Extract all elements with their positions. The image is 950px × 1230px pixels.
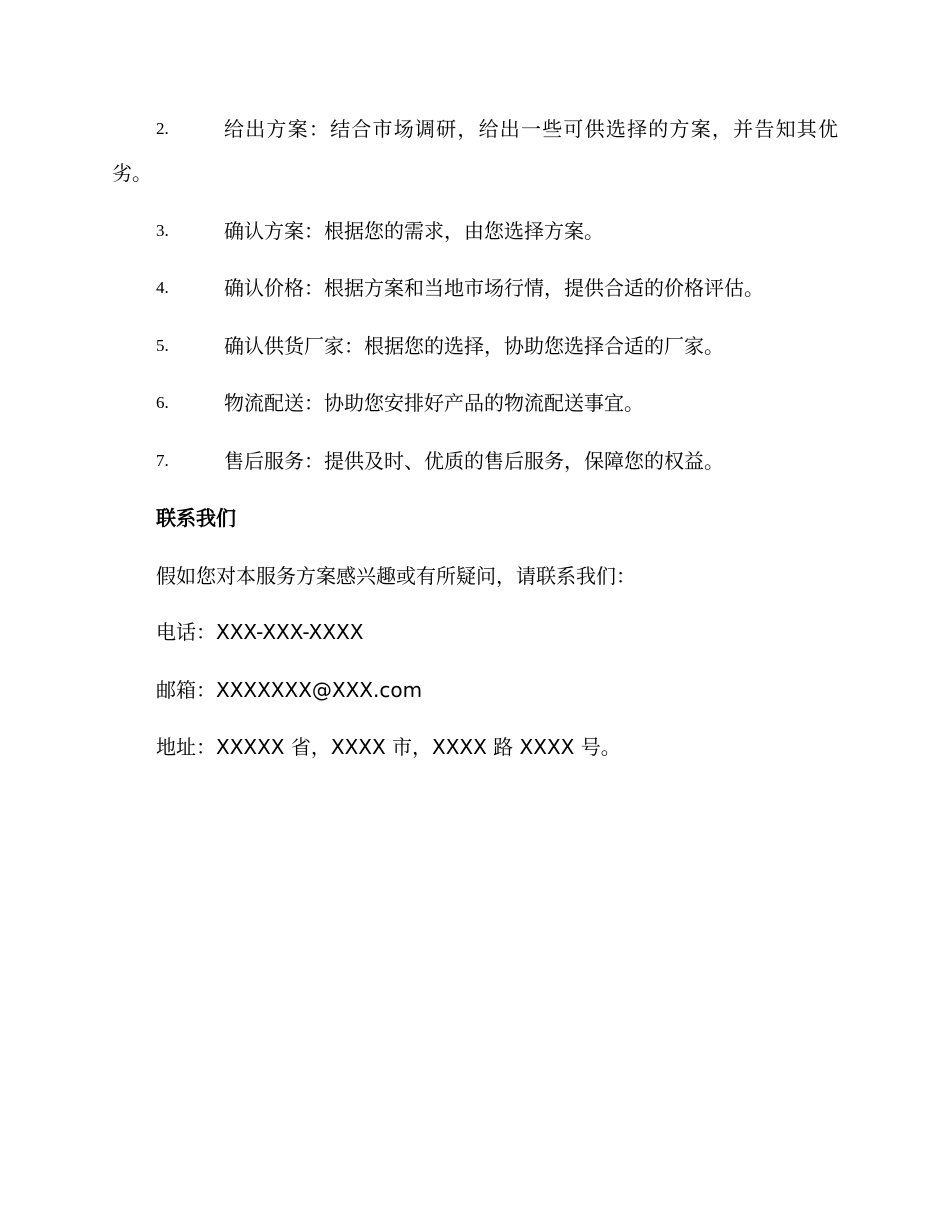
list-text: 确认方案：根据您的需求，由您选择方案。 xyxy=(224,219,604,243)
list-number: 6. xyxy=(156,393,169,412)
list-text: 给出方案：结合市场调研，给出一些可供选择的方案，并告知其优劣。 xyxy=(112,117,838,185)
list-number: 2. xyxy=(156,119,169,138)
list-text: 售后服务：提供及时、优质的售后服务，保障您的权益。 xyxy=(224,449,724,473)
contact-phone: 电话：XXX-XXX-XXXX xyxy=(156,620,364,644)
list-item-4 xyxy=(112,266,838,310)
contact-heading: 联系我们 xyxy=(156,506,236,530)
list-number: 7. xyxy=(156,451,169,470)
list-item-3 xyxy=(112,209,838,253)
list-number: 3. xyxy=(156,221,169,240)
list-number: 4. xyxy=(156,278,169,297)
list-text: 确认供货厂家：根据您的选择，协助您选择合适的厂家。 xyxy=(224,334,724,358)
list-text: 物流配送：协助您安排好产品的物流配送事宜。 xyxy=(224,391,644,415)
list-number: 5. xyxy=(156,336,169,355)
list-text: 确认价格：根据方案和当地市场行情，提供合适的价格评估。 xyxy=(224,276,764,300)
list-item-5 xyxy=(112,324,838,368)
list-item-2 xyxy=(112,107,838,195)
list-item-7 xyxy=(112,439,838,483)
contact-email: 邮箱：XXXXXXX@XXX.com xyxy=(156,678,423,702)
contact-intro: 假如您对本服务方案感兴趣或有所疑问，请联系我们： xyxy=(156,564,636,588)
list-item-6 xyxy=(112,381,838,425)
contact-address: 地址：XXXXX 省，XXXX 市，XXXX 路 XXXX 号。 xyxy=(156,735,621,759)
